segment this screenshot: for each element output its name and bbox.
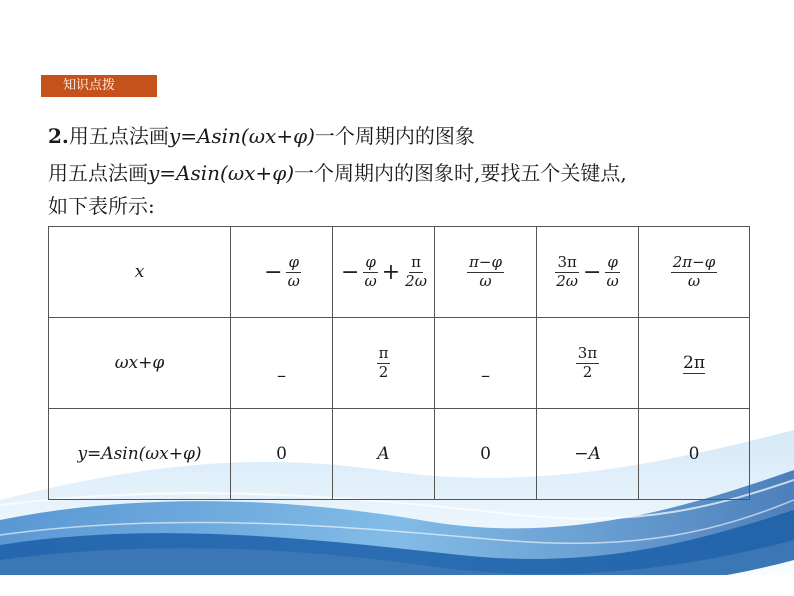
- table-row-phase: [49, 318, 750, 409]
- cell-x-3: $\frac{\pi-\varphi}{\omega}$: [435, 227, 537, 318]
- cell-y-3: 0: [435, 409, 537, 500]
- cell-y-4: −A: [537, 409, 639, 500]
- cell-x-5: $\frac{2\pi-\varphi}{\omega}$: [639, 227, 750, 318]
- cell-phase-3: –: [435, 318, 537, 409]
- title-pre: 用五点法画: [68, 124, 169, 148]
- title-formula: y=Asin(ωx+φ): [168, 124, 315, 148]
- line1-formula: y=Asin(ωx+φ): [148, 161, 294, 185]
- line1-post: 一个周期内的图象时,要找五个关键点,: [294, 161, 627, 185]
- line1-pre: 用五点法画: [48, 161, 148, 185]
- row-header-y: y=Asin(ωx+φ): [49, 409, 231, 500]
- section-tag: 知识点拨: [41, 75, 157, 97]
- cell-phase-5: 2π: [639, 318, 750, 409]
- row-header-x: x: [49, 227, 231, 318]
- cell-y-2: A: [333, 409, 435, 500]
- cell-phase-4: $\frac{3\pi}{2}$: [537, 318, 639, 409]
- cell-phase-1: –: [231, 318, 333, 409]
- title-number: 2.: [48, 124, 69, 148]
- table-row-y: [49, 409, 750, 500]
- cell-x-4: $\frac{3\pi}{2\omega}$ − $\frac{\varphi}{\omega}$: [537, 227, 639, 318]
- cell-y-5: 0: [639, 409, 750, 500]
- table-row-x: [49, 227, 750, 318]
- cell-y-1: 0: [231, 409, 333, 500]
- title-post: 一个周期内的图象: [314, 124, 475, 148]
- row-header-phase: ωx+φ: [49, 318, 231, 409]
- cell-x-1: − $\frac{\varphi}{\omega}$: [231, 227, 333, 318]
- section-title: [48, 120, 475, 149]
- cell-x-2: − $\frac{\varphi}{\omega}$ + $\frac{\pi}{2\omega}$: [333, 227, 435, 318]
- five-point-table: [48, 226, 750, 500]
- paragraph-line-1: [48, 157, 627, 186]
- paragraph-line-2: 如下表所示:: [48, 194, 155, 218]
- cell-phase-2: $\frac{\pi}{2}$: [333, 318, 435, 409]
